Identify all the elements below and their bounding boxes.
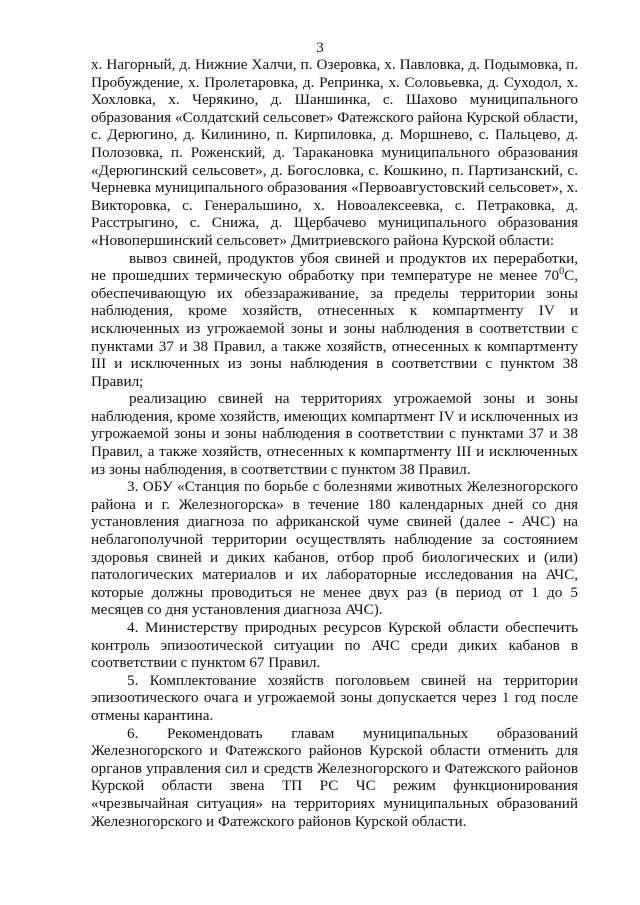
page-number: 3 [316,40,324,56]
paragraph-item-5 [91,672,578,725]
degree-superscript: 0 [559,266,565,278]
paragraph-text: 4. Министерству природных ресурсов Курской области обеспечить контроль эпизоотической ситуации по АЧС среди диких кабанов в соответствии с пунктом 67 Правил. [91,619,578,672]
paragraph-text: 6. Рекомендовать главам муниципальных образований Железногорского и Фатежского районов Курской области отменить для органов управления сил и средств Железногорского и Фатежского районов Курской области звена ТП РС ЧС режим функционирования «чрезвычайная ситуация» на территориях муниципальных образований Железногорского и Фатежского районов Курской области. [91,724,578,830]
paragraph-item-6 [91,725,578,831]
paragraph-sale-ban [91,390,578,478]
paragraph-text: вывоз свиней, продуктов убоя свиней и продуктов их переработки, не прошедших термическую обработку при температуре не менее 70 [91,249,578,285]
paragraph-settlements-list [91,56,578,250]
paragraph-text: х. Нагорный, д. Нижние Халчи, п. Озеровка, х. Павловка, д. Подымовка, п. Пробуждение, х. Пролетаровка, д. Репринка, х. Соловьевка, д. Суходол, х. Хохловка, х. Черякино, д. Шаншинка, с. Шахово муниципального образования «Солдатский сельсовет» Фатежского района Курской области, с. Дерюгино, д. Килинино, п. Кирпиловка, д. Моршнево, с. Пальцево, д. Полозовка, п. Роженский, д. Таракановка муниципального образования «Дерюгинский сельсовет», д. Богословка, с. Кошкино, п. Партизанский, с. Черневка муниципального образования «Первоавгустовский сельсовет», х. Викторовка, с. Генеральшино, х. Новоалексеевка, с. Петраковка, д. Расстрыгино, с. Снижа, д. Щербачево муниципального образования «Новопершинский сельсовет» Дмитриевского района Курской области: [91,56,578,249]
paragraph-text: реализацию свиней на территориях угрожаемой зоны и зоны наблюдения, кроме хозяйств, имеющих компартмент IV и исключенных из угрожаемой зоны и зоны наблюдения в соответствии с пунктами 37 и 38 Правил, а также хозяйств, отнесенных к компартменту III и исключенных из зоны наблюдения, в соответствии с пунктом 38 Правил. [91,390,578,478]
document-body [91,56,578,830]
paragraph-export-ban [91,250,578,391]
paragraph-text: С, обеспечивающую их обеззараживание, за пределы территории зоны наблюдения, кроме хозяйств, отнесенных к компартменту IV и исключенных из угрожаемой зоны и зоны наблюдения в соответствии с пунктами 37 и 38 Правил, а также хозяйств, отнесенных к компартменту III и исключенных из зоны наблюдения в соответствии с пунктом 38 Правил; [91,267,578,390]
paragraph-text: 3. ОБУ «Станция по борьбе с болезнями животных Железногорского района и г. Железногорска» в течение 180 календарных дней со дня установления диагноза по африканской чуме свиней (далее - АЧС) на неблагополучной территории осуществлять наблюдение за состоянием здоровья свиней и диких кабанов, отбор проб биологических и (или) патологических материалов и их лабораторные исследования на АЧС, которые должны проводиться не менее двух раз (в период от 1 до 5 месяцев со дня установления диагноза АЧС). [91,478,578,619]
paragraph-text: 5. Комплектование хозяйств поголовьем свиней на территории эпизоотического очага и угрожаемой зоны допускается через 1 год после отмены карантина. [91,671,578,724]
paragraph-item-3 [91,478,578,619]
paragraph-item-4 [91,619,578,672]
